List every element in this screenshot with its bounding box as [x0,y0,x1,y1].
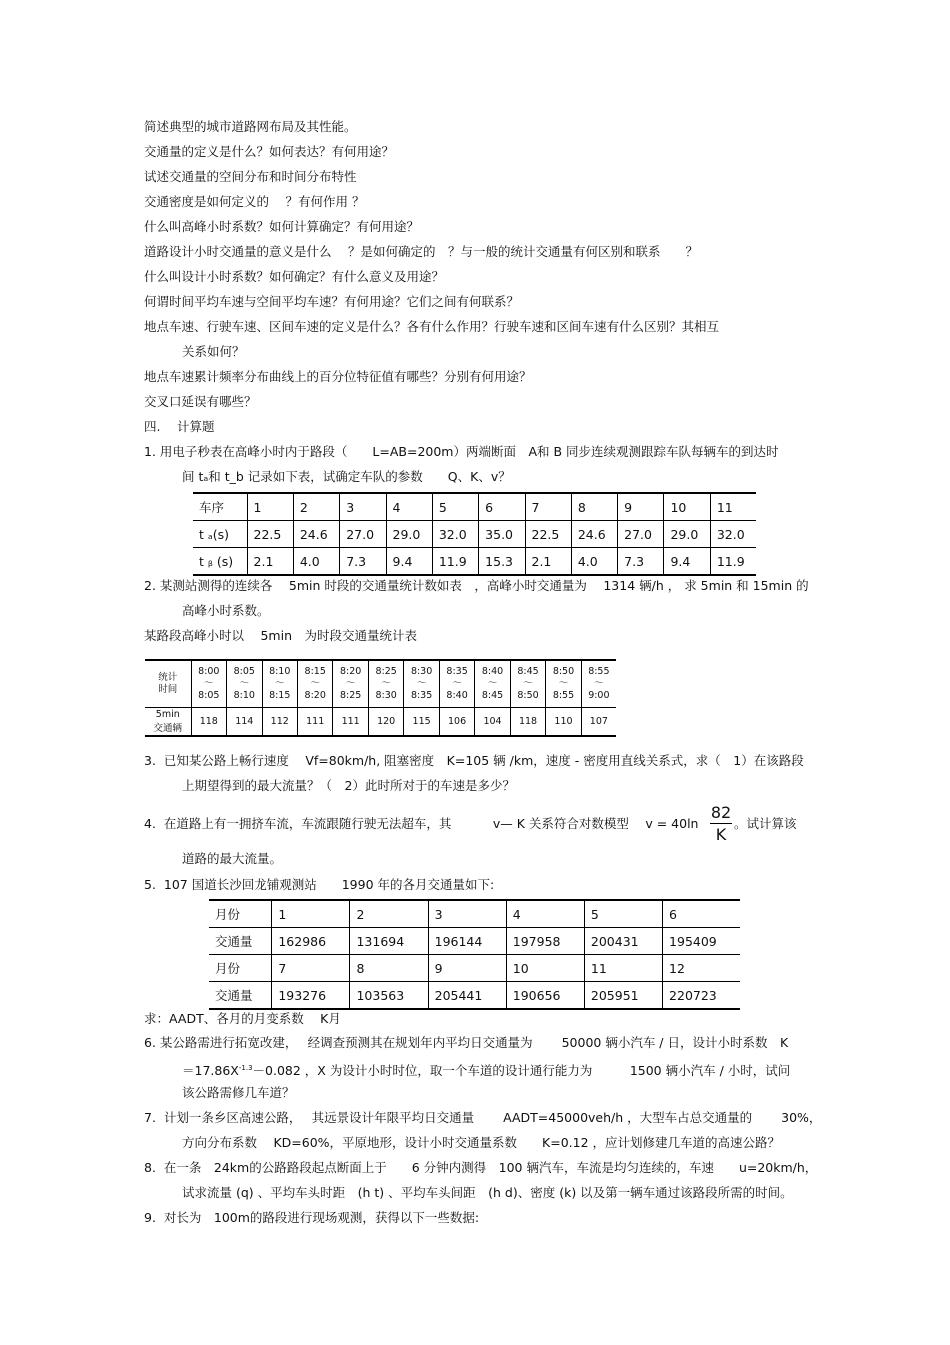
question-text: 交通量的定义是什么？如何表达？有何用途？ [144,144,395,159]
table-cell: 27.0 [618,521,664,548]
time-interval-cell: 8:45 ～ 8:50 [510,660,545,708]
time-interval-cell: 8:05 ～ 8:10 [227,660,262,708]
table-cell: 11 [584,955,662,982]
problem-3-text: 3. 已知某公路上畅行速度 Vf=80km/h, 阻塞密度 K=105 辆 /km，速度 - 密度用直线关系式，求（ 1）在该路段 [144,753,804,768]
table-cell: 196144 [428,928,506,955]
table-cell: 118 [510,708,545,737]
table-row [145,708,616,737]
section-heading: 四. 计算题 [144,419,215,434]
time-interval-cell: 8:00 ～ 8:05 [191,660,226,708]
table-cell: 110 [546,708,581,737]
table-cell: 月份 [215,907,241,922]
table-cell: 205951 [584,982,662,1010]
table-cell: 120 [368,708,403,737]
table-cell: 4 [386,493,432,521]
table-cell: 106 [439,708,474,737]
table-cell: 月份 [209,955,272,982]
question-text: 简述典型的城市道路网布局及其性能。 [144,119,357,134]
problem-6-text: $=17.86X^{-1.3}-0.082$ ，X 为设计小时时位，取一个车道的设计通行能力为 1500 辆小汽车 / 小时，试问 [182,1063,791,1079]
table-cell: 11.9 [710,548,756,576]
table-cell: 9 [618,493,664,521]
table-cell: 32.0 [710,521,756,548]
table-cell: 190656 [506,982,584,1010]
table-cell: 195409 [663,928,740,955]
question-text-continued: 关系如何？ [182,344,245,359]
problem-1-text: 1. 用电子秒表在高峰小时内于路段（ L=AB=200m）两端断面 A和 B 同步连续观测跟踪车队每辆车的到达时 [144,444,779,459]
table-cell: 22.5 [247,521,293,548]
table-cell: t ᵦ (s) [193,548,247,576]
table-cell: 104 [475,708,510,737]
table-cell: 35.0 [479,521,525,548]
table-cell: 2 [350,900,428,928]
table-cell: 11 [710,493,756,521]
table-cell: 200431 [584,928,662,955]
table-caption: 某路段高峰小时以 5min 为时段交通量统计表 [144,628,417,643]
problem-2-text: 2. 某测站测得的连续各 5min 时段的交通量统计数如表 ，高峰小时交通量为 1314 辆/h ， 求 5min 和 15min 的 [144,578,809,593]
table-cell: 4.0 [293,548,339,576]
table-cell: 131694 [350,928,428,955]
time-interval-cell: 8:30 ～ 8:35 [404,660,439,708]
question-text: 什么叫高峰小时系数？如何计算确定？有何用途？ [144,219,420,234]
time-interval-cell: 8:15 ～ 8:20 [297,660,332,708]
table-cell: 118 [191,708,226,737]
table-cell: 3 [340,493,386,521]
problem-2-text: 高峰小时系数。 [182,603,270,618]
five-minute-volume-table [145,659,616,737]
table-cell: 8 [350,955,428,982]
problem-6-text: 6. 某公路需进行拓宽改建， 经调查预测其在规划年内平均日交通量为 50000 辆小汽车 / 日，设计小时系数 K [144,1035,789,1050]
table-cell: 29.0 [386,521,432,548]
table-cell: 11.9 [432,548,478,576]
table-cell: 7.3 [618,548,664,576]
problem-4-text: 道路的最大流量。 [182,851,283,866]
table-row [193,521,756,548]
problem-8-text: 试求流量 (q) 、平均车头时距 (h t) 、平均车头间距 (h d)、密度 (k) 以及第一辆车通过该路段所需的时间。 [182,1185,793,1200]
question-text: 交通密度是如何定义的 ？有何作用 ？ [144,194,365,209]
table-cell: 115 [404,708,439,737]
question-text: 何谓时间平均车速与空间平均车速？有何用途？它们之间有何联系？ [144,294,520,309]
table-cell: 103563 [350,982,428,1010]
table-cell: 24.6 [571,521,617,548]
table-cell: 197958 [506,928,584,955]
fraction-denominator: K [715,825,727,844]
table-header-row [193,493,756,521]
problem-7-text: 方向分布系数 KD=60%，平原地形，设计小时交通量系数 K=0.12 ，应计划修建几车道的高速公路？ [182,1135,781,1150]
table-cell: 2.1 [247,548,293,576]
table-cell: 29.0 [664,521,710,548]
table-cell: 9.4 [664,548,710,576]
time-interval-cell: 8:10 ～ 8:15 [262,660,297,708]
question-text: 道路设计小时交通量的意义是什么 ？是如何确定的 ？与一般的统计交通量有何区别和联系 ？ [144,244,698,259]
table-row-label: 统计 时间 [158,672,178,695]
question-text: 交叉口延误有哪些？ [144,394,257,409]
table-cell: 27.0 [340,521,386,548]
time-interval-cell: 8:55 ～ 9:00 [581,660,616,708]
table-cell: 220723 [663,982,740,1010]
question-text: 地点车速、行驶车速、区间车速的定义是什么？各有什么作用？行驶车速和区间车速有什么区别？其相互 [144,319,720,334]
table-cell: 112 [262,708,297,737]
time-interval-cell: 8:35 ～ 8:40 [439,660,474,708]
problem-4-text: 。试计算该 [734,816,797,831]
problem-1-text: 间 tₐ和 t_b 记录如下表，试确定车队的参数 Q、K、v？ [182,469,511,484]
problem-9-text: 9. 对长为 100m的路段进行现场观测，获得以下一些数据: [144,1210,480,1225]
fraction [710,803,732,844]
problem-8-text: 8. 在一条 24km的公路路段起点断面上于 6 分钟内测得 100 辆汽车，车流是均匀连续的，车速 u=20km/h， [144,1160,818,1175]
table-cell: 22.5 [525,521,571,548]
table-cell: 162986 [272,928,350,955]
table-cell: 6 [479,493,525,521]
table-cell: 6 [663,900,740,928]
table-cell: 8 [571,493,617,521]
time-interval-cell: 8:40 ～ 8:45 [475,660,510,708]
table-cell: 9.4 [386,548,432,576]
table-cell: 3 [428,900,506,928]
table-row [209,900,740,928]
table-cell: 5 [432,493,478,521]
time-interval-cell: 8:50 ～ 8:55 [546,660,581,708]
table-cell: 交通量 [209,982,272,1010]
table-row-label: 5min 交通辆 [145,708,191,737]
table-cell: 车序 [199,500,225,515]
table-cell: 2.1 [525,548,571,576]
problem-5-ask: 求：AADT、各月的月变系数 K月 [144,1011,341,1026]
arrival-time-table [193,492,756,576]
table-cell: 5 [584,900,662,928]
table-cell: 交通量 [209,928,272,955]
table-cell: 111 [333,708,368,737]
table-cell: t ₐ(s) [193,521,247,548]
monthly-volume-table [209,899,740,1010]
table-cell: 1 [247,493,293,521]
problem-6-text: 该公路需修几车道？ [182,1085,295,1100]
table-cell: 7.3 [340,548,386,576]
table-cell: 4 [506,900,584,928]
table-cell: 7 [525,493,571,521]
table-cell: 193276 [272,982,350,1010]
time-interval-cell: 8:20 ～ 8:25 [333,660,368,708]
table-cell: 10 [664,493,710,521]
table-row [145,660,616,708]
table-cell: 111 [297,708,332,737]
table-cell: 4.0 [571,548,617,576]
question-text: 试述交通量的空间分布和时间分布特性 [144,169,357,184]
time-interval-cell: 8:25 ～ 8:30 [368,660,403,708]
table-row [209,928,740,955]
fraction-numerator: 82 [710,803,732,822]
table-cell: 107 [581,708,616,737]
table-cell: 24.6 [293,521,339,548]
problem-4-text: 4. 在道路上有一拥挤车流，车流跟随行驶无法超车，其 v— K 关系符合对数模型 v = 40ln [144,816,699,831]
problem-5-text: 5. 107 国道长沙回龙铺观测站 1990 年的各月交通量如下: [144,877,495,892]
table-cell: 205441 [428,982,506,1010]
table-cell: 12 [663,955,740,982]
table-row [209,955,740,982]
problem-3-text: 上期望得到的最大流量？（ 2）此时所对于的车速是多少？ [182,778,515,793]
table-cell: 1 [272,900,350,928]
table-cell: 10 [506,955,584,982]
question-text: 地点车速累计频率分布曲线上的百分位特征值有哪些？分别有何用途？ [144,369,532,384]
table-row [193,548,756,576]
table-cell: 32.0 [432,521,478,548]
problem-7-text: 7. 计划一条乡区高速公路， 其远景设计年限平均日交通量 AADT=45000veh/h ，大型车占总交通量的 30%， [144,1110,822,1125]
table-cell: 114 [227,708,262,737]
question-text: 什么叫设计小时系数？如何确定？有什么意义及用途？ [144,269,445,284]
table-cell: 15.3 [479,548,525,576]
table-cell: 7 [272,955,350,982]
table-row [209,982,740,1010]
table-cell: 9 [428,955,506,982]
table-cell: 2 [293,493,339,521]
